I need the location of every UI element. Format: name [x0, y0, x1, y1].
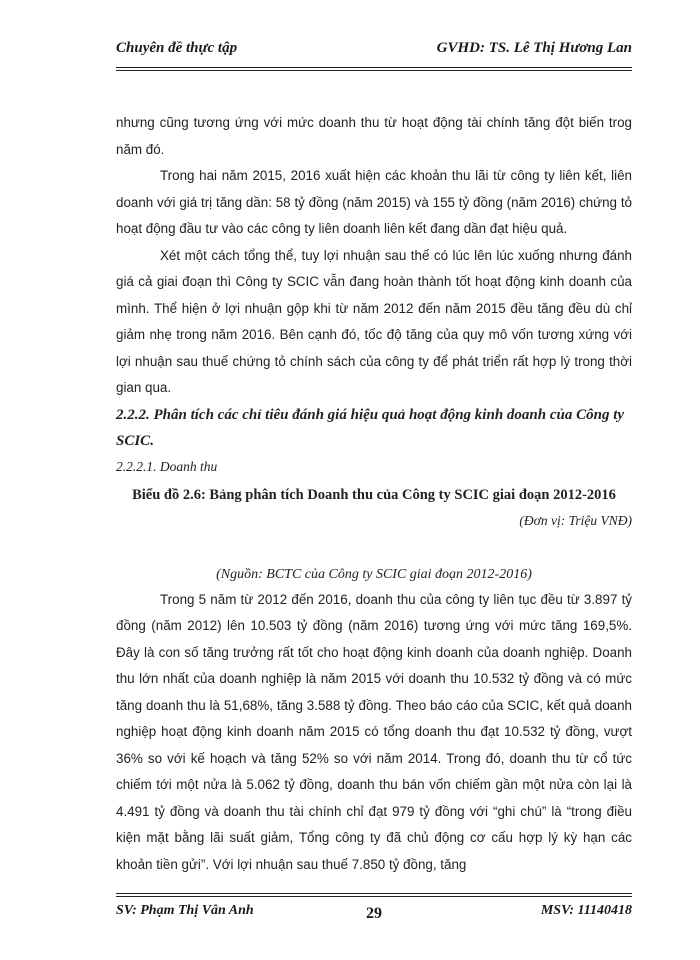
footer-divider [116, 893, 632, 897]
page-header [116, 40, 632, 62]
header-advisor: GVHD: TS. Lê Thị Hương Lan [436, 40, 632, 56]
section-heading: 2.2.2. Phân tích các chỉ tiêu đánh giá hiệu quả hoạt động kinh doanh của Công ty SCIC. [116, 406, 625, 449]
page-number: 29 [366, 905, 382, 922]
header-course-title: Chuyên đề thực tập [116, 40, 238, 56]
footer-student: SV: Phạm Thị Vân Anh [116, 903, 254, 918]
paragraph-overall-assessment: Xét một cách tổng thể, tuy lợi nhuận sau thế có lúc lên lúc xuống nhưng đánh giá cả giai đoạn thì Công ty SCIC vẫn đang hoàn thành tốt hoạt động kinh doanh của mình. Thể hiện ở lợi nhuận gộp khi từ năm 2012 đến năm 2015 đều tăng đều dù chỉ giảm nhẹ trong năm 2016. Bên cạnh đó, tốc độ tăng của quy mô vốn tương xứng với lợi nhuận sau thuế chứng tỏ chính sách của công ty để phát triển rất hợp lý trong thời gian qua. [116, 247, 632, 395]
header-divider [116, 67, 632, 71]
paragraph-affiliate-income: Trong hai năm 2015, 2016 xuất hiện các khoản thu lãi từ công ty liên kết, liên doanh với giá trị tăng dần: 58 tỷ đồng (năm 2015) và 155 tỷ đồng (năm 2016) chứng tỏ hoạt động đầu tư vào các công ty liên doanh liên kết đang dần đạt hiệu quả. [116, 168, 632, 236]
page-footer [116, 901, 632, 925]
paragraph-continuation: nhưng cũng tương ứng với mức doanh thu từ hoạt động tài chính tăng đột biến trog năm đó. [116, 115, 632, 157]
paragraph-revenue-analysis: Trong 5 năm từ 2012 đến 2016, doanh thu của công ty liên tục đều từ 3.897 tỷ đồng (năm 2012) lên 10.503 tỷ đồng (năm 2016) tương ứng với mức tăng 169,5%. Đây là con số tăng trưởng rất tốt cho hoạt động kinh doanh của doanh nghiệp. Doanh thu lớn nhất của doanh nghiệp là năm 2015 với doanh thu 10.532 tỷ đồng và có mức tăng doanh thu là 51,68%, tăng 3.588 tỷ đồng. Theo báo cáo của SCIC, kết quả doanh nghiệp hoạt động kinh doanh năm 2015 có tổng doanh thu đạt 10.532 tỷ đồng, vượt 36% so với kế hoạch và tăng 52% so với năm 2014. Trong đó, doanh thu từ cổ tức chiếm tới một nửa là 5.062 tỷ đồng, doanh thu bán vốn chiếm gần một nửa còn lại là 4.491 tỷ đồng và doanh thu tài chính chỉ đạt 979 tỷ đồng với “ghi chú” là “trong điều kiện mặt bằng lãi suất giảm, Tổng công ty đã chủ động cơ cấu hợp lý kỳ hạn các khoản tiền gửi”. Với lợi nhuận sau thuế 7.850 tỷ đồng, tăng [116, 591, 632, 872]
chart-unit: (Đơn vị: Triệu VNĐ) [519, 512, 632, 528]
chart-caption: Biểu đồ 2.6: Bảng phân tích Doanh thu của Công ty SCIC giai đoạn 2012-2016 [132, 486, 616, 503]
page-content [116, 110, 632, 878]
chart-placeholder [116, 533, 632, 563]
chart-source: (Nguồn: BCTC của Công ty SCIC giai đoạn 2012-2016) [216, 566, 532, 582]
footer-student-id: MSV: 11140418 [540, 903, 632, 918]
subsection-heading: 2.2.2.1. Doanh thu [116, 458, 218, 474]
